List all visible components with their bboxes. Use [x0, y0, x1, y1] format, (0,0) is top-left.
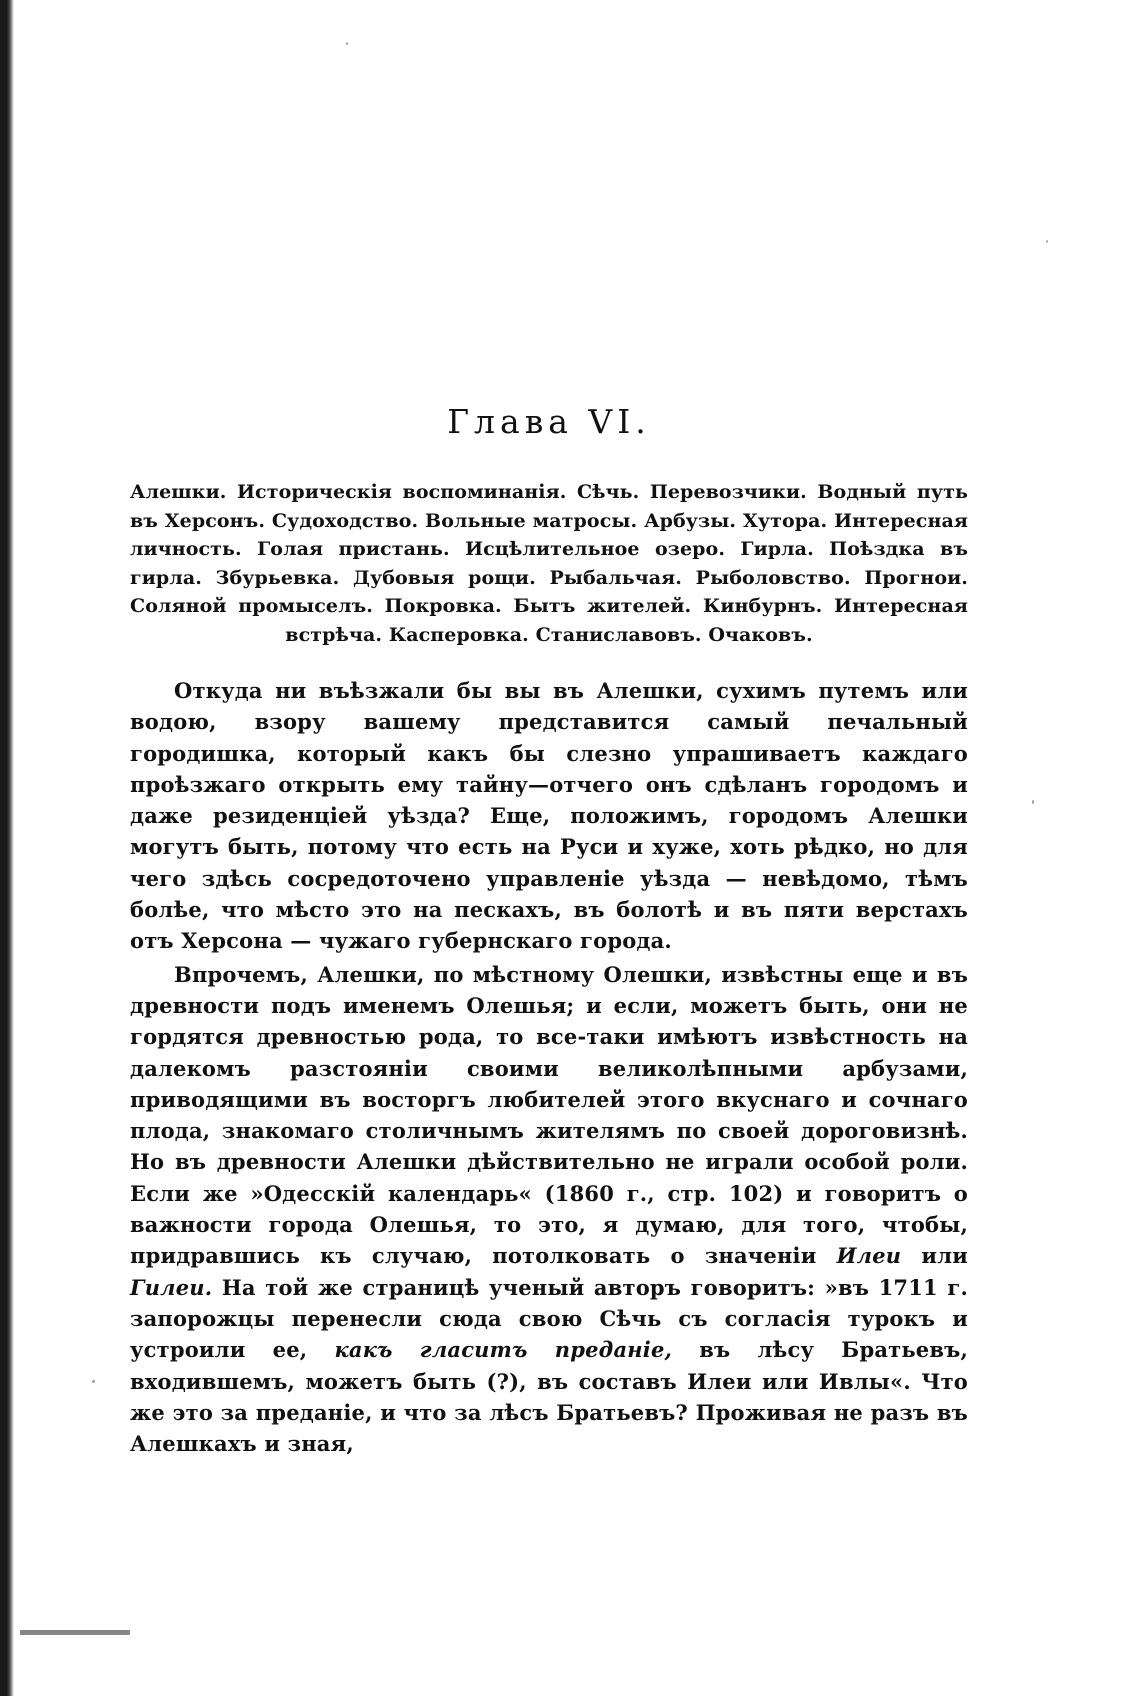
- chapter-summary: Алешки. Историческія воспоминанія. Сѣчь. Перевозчики. Водный путь въ Херсонъ. Судоходство. Вольные матросы. Арбузы. Хутора. Интересная личность. Голая пристань. Исцѣлительное озеро. Гирла. Поѣздка въ гирла. Збурьевка. Дубовыя рощи. Рыбальчая. Рыболовство. Прогнои. Соляной промыселъ. Покровка. Бытъ жителей. Кинбурнъ. Интересная встрѣча. Касперовка. Станиславовъ. Очаковъ.: [130, 481, 968, 646]
- paragraph-2-italic-gilei: Гилеи.: [130, 1274, 213, 1300]
- scan-speck: [1032, 800, 1034, 804]
- paragraph-2: [130, 959, 968, 1460]
- scan-speck: [92, 1380, 95, 1383]
- paragraph-2-italic-predanie: какъ гласитъ преданіе,: [334, 1337, 673, 1363]
- scan-speck: [20, 1630, 130, 1635]
- paragraph-2-italic-ilei: Илеи: [836, 1243, 902, 1269]
- paragraph-2-text-3: На той же страницѣ ученый авторъ говоритъ: »въ 1711 г. запорожцы перенесли сюда свою Сѣчь съ согласія турокъ и устроили ее,: [130, 1274, 968, 1363]
- paragraph-2-text-1: Впрочемъ, Алешки, по мѣстному Олешки, извѣстны еще и въ древности подъ именемъ Олешья; и если, можетъ быть, они не гордятся древностью рода, то все-таки имѣютъ извѣстность на далекомъ разстояніи своими великолѣпными арбузами, приводящими въ восторгъ любителей этого вкуснаго и сочнаго плода, знакомаго столичнымъ жителямъ по своей дороговизнѣ. Но въ древности Алешки дѣйствительно не играли особой роли. Если же »Одесскій календарь« (1860 г., стр. 102) и говоритъ о важности города Олешья, то это, я думаю, для того, чтобы, придравшись къ случаю, потолковать о значеніи: [130, 961, 968, 1269]
- paragraph-1: Откуда ни въѣзжали бы вы въ Алешки, сухимъ путемъ или водою, взору вашему представится самый печальный городишка, который какъ бы слезно упрашиваетъ каждаго проѣзжаго открыть ему тайну—отчего онъ сдѣланъ городомъ и даже резиденціей уѣзда? Еще, положимъ, городомъ Алешки могутъ быть, потому что есть на Руси и хуже, хоть рѣдко, но для чего здѣсь сосредоточено управленіе уѣзда — невѣдомо, тѣмъ болѣе, что мѣсто это на пескахъ, въ болотѣ и въ пяти верстахъ отъ Херсона — чужаго губернскаго города.: [130, 678, 968, 954]
- scan-speck: [346, 42, 348, 45]
- scan-edge: [0, 0, 14, 1696]
- chapter-title: Глава VI.: [447, 402, 651, 441]
- paragraph-2-text-2: или: [901, 1243, 968, 1269]
- paragraph-2-text-4: въ лѣсу Братьевъ, входившемъ, можетъ быть (?), въ составъ Илеи или Ивлы«. Что же это за преданіе, и что за лѣсъ Братьевъ? Проживая не разъ въ Алешкахъ и зная,: [130, 1337, 968, 1457]
- body-text: [130, 675, 968, 1459]
- scan-speck: [1046, 240, 1048, 243]
- page-content: [130, 400, 968, 1459]
